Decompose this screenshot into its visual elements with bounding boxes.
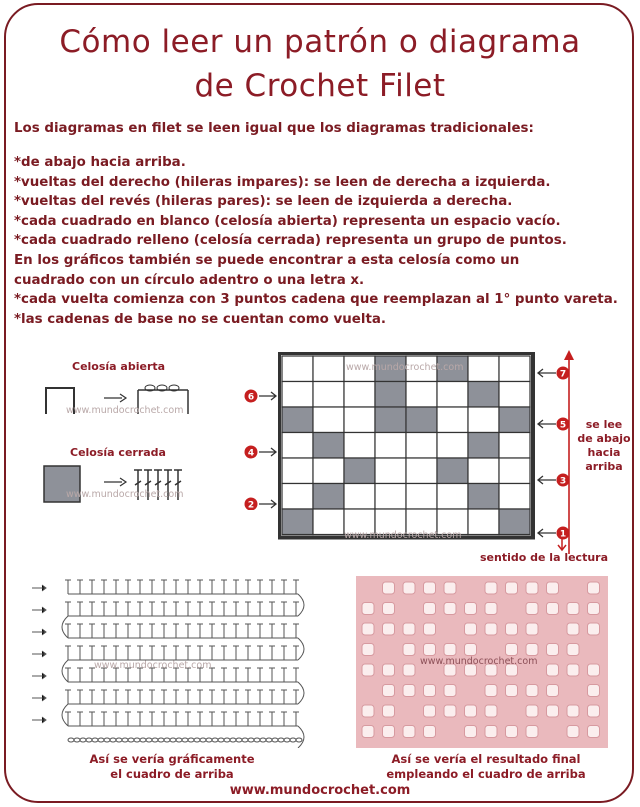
open-cell [282, 433, 313, 459]
legend-closed-label: Celosía cerrada [70, 446, 166, 459]
open-cell [406, 484, 437, 510]
open-cell [406, 458, 437, 484]
filled-cell [468, 484, 499, 510]
watermark: www.mundocrochet.com [420, 656, 538, 667]
filled-cell [282, 407, 313, 433]
caption-line: Así se vería el resultado final [391, 752, 581, 766]
rules-list [14, 153, 618, 329]
open-cell [375, 458, 406, 484]
rule-item: *de abajo hacia arriba. [14, 155, 186, 170]
row-number: 1 [559, 529, 567, 540]
watermark: www.mundocrochet.com [66, 489, 184, 500]
open-cell [344, 382, 375, 408]
row-arrow-icon [32, 651, 46, 657]
row-number: 3 [559, 476, 567, 487]
open-cell [406, 382, 437, 408]
open-cell [282, 458, 313, 484]
row-marker-2 [245, 498, 277, 511]
diagram-caption [62, 752, 282, 782]
row-marker-4 [245, 446, 277, 459]
row-number: 5 [559, 420, 567, 431]
caption-line: Así se vería gráficamente [89, 752, 255, 766]
row-arrow-icon [32, 585, 46, 591]
row-arrow-icon [32, 673, 46, 679]
rule-item: *cada cuadrado relleno (celosía cerrada) representa un grupo de puntos. [14, 233, 567, 249]
open-cell [468, 407, 499, 433]
open-cell [344, 407, 375, 433]
watermark: www.mundocrochet.com [344, 530, 462, 541]
result-caption [370, 752, 602, 782]
filled-cell [468, 433, 499, 459]
filled-cell [468, 382, 499, 408]
filled-cell [344, 458, 375, 484]
filet-chart [278, 352, 538, 552]
filled-cell [282, 509, 313, 535]
filled-cell [375, 382, 406, 408]
closed-mesh-symbol [38, 460, 198, 508]
legend-open-label: Celosía abierta [72, 360, 166, 373]
open-cell [499, 382, 530, 408]
open-cell [282, 382, 313, 408]
open-cell [313, 382, 344, 408]
left-row-markers [240, 385, 282, 510]
open-cell [499, 433, 530, 459]
rule-item: *cada cuadrado en blanco (celosía abierta) representa un espacio vacío. [14, 213, 561, 229]
open-cell [313, 458, 344, 484]
open-cell [344, 433, 375, 459]
open-cell [468, 356, 499, 382]
row-marker-6 [245, 390, 277, 403]
page-title-line-2: de Crochet Filet [194, 68, 446, 104]
row-number: 2 [247, 500, 255, 510]
open-cell [499, 458, 530, 484]
open-cell [406, 433, 437, 459]
caption-line: el cuadro de arriba [110, 767, 234, 781]
open-cell [313, 407, 344, 433]
page-title-line-1: Cómo leer un patrón o diagrama [59, 24, 581, 60]
row-number: 7 [559, 369, 567, 380]
open-cell [375, 433, 406, 459]
direction-note [574, 418, 634, 474]
row-arrow-icon [32, 695, 46, 701]
rule-item: *las cadenas de base no se cuentan como vuelta. [14, 311, 387, 327]
open-cell [313, 356, 344, 382]
filled-cell [313, 484, 344, 510]
open-cell [437, 382, 468, 408]
open-cell [313, 509, 344, 535]
rule-item: cuadrado con un círculo adentro o una letra x. [14, 272, 365, 288]
direction-note-line: arriba [585, 460, 623, 473]
footer-url: www.mundocrochet.com [229, 783, 411, 798]
direction-note-line: hacia [587, 446, 621, 459]
intro-text: Los diagramas en filet se leen igual que los diagramas tradicionales: [14, 121, 534, 136]
down-arrow-icon [557, 538, 571, 552]
open-cell [468, 509, 499, 535]
open-cell [499, 356, 530, 382]
filled-cell [406, 407, 437, 433]
open-cell [468, 458, 499, 484]
direction-note-line: de abajo [577, 432, 631, 445]
open-cell [375, 484, 406, 510]
filled-cell [499, 509, 530, 535]
watermark: www.mundocrochet.com [346, 362, 464, 373]
caption-line: empleando el cuadro de arriba [386, 767, 586, 781]
rule-item: *cada vuelta comienza con 3 puntos cadena que reemplazan al 1° punto vareta. [14, 292, 618, 308]
row-number: 6 [247, 392, 255, 403]
row-arrow-icon [32, 717, 46, 723]
open-cell [282, 356, 313, 382]
filled-cell [499, 407, 530, 433]
open-cell [344, 484, 375, 510]
watermark: www.mundocrochet.com [94, 660, 212, 671]
filled-cell [375, 407, 406, 433]
row-arrow-icon [32, 607, 46, 613]
row-number: 4 [247, 448, 255, 459]
watermark: www.mundocrochet.com [66, 405, 184, 416]
open-cell [282, 484, 313, 510]
rule-item: *vueltas del derecho (hileras impares): se leen de derecha a izquierda. [14, 174, 551, 190]
direction-note-line: se lee [585, 418, 623, 431]
open-cell [499, 484, 530, 510]
rule-item: *vueltas del revés (hileras pares): se leen de izquierda a derecha. [14, 194, 513, 210]
rule-item: En los gráficos también se puede encontrar a esta celosía como un [14, 252, 520, 268]
reading-label: sentido de la lectura [480, 551, 609, 564]
row-arrow-icon [32, 629, 46, 635]
filled-cell [437, 458, 468, 484]
open-cell [437, 484, 468, 510]
open-cell [437, 433, 468, 459]
filled-cell [313, 433, 344, 459]
open-cell [437, 407, 468, 433]
